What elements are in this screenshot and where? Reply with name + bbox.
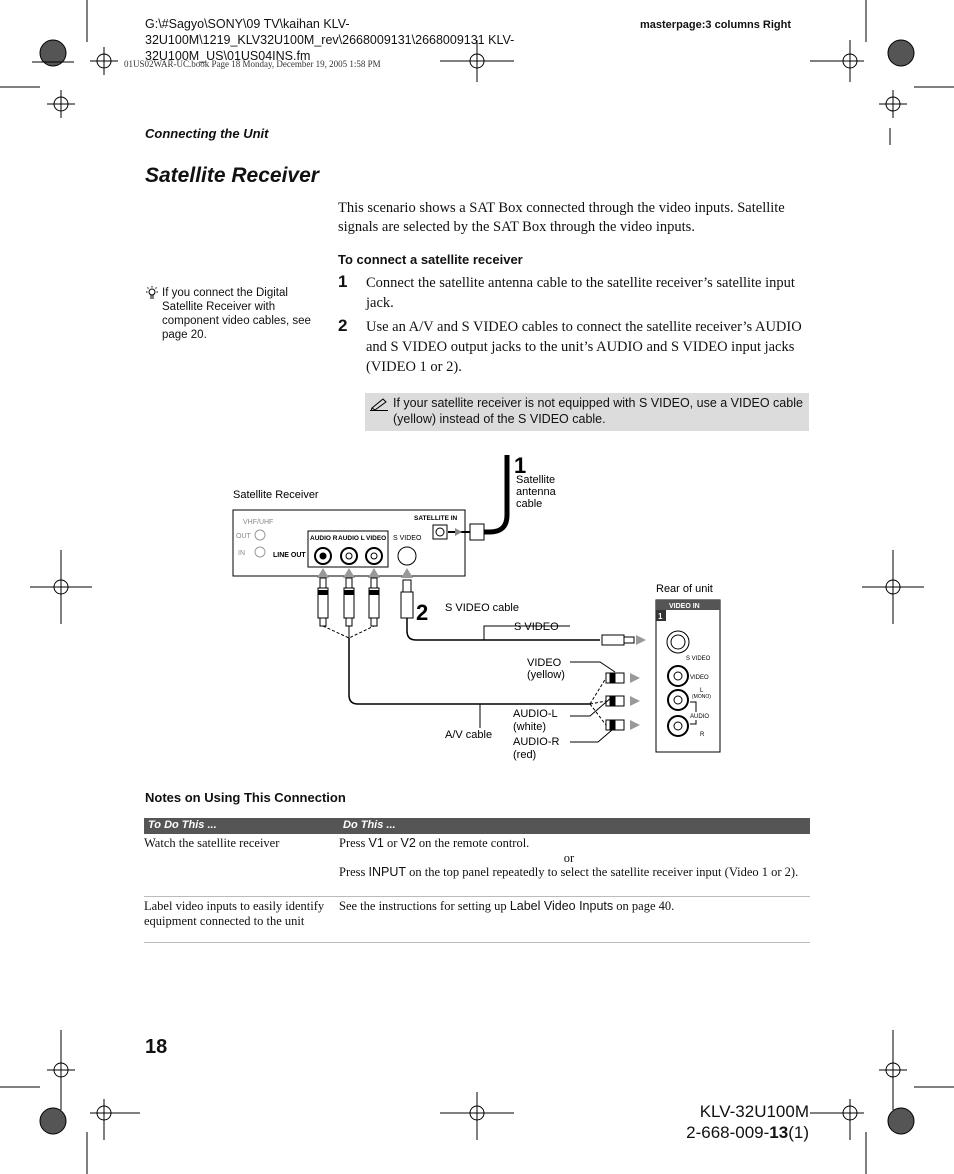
satellite-in-label: SATELLITE IN: [414, 515, 458, 522]
step-number: 2: [338, 316, 348, 335]
row-task: Label video inputs to easily identify equipment connected to the unit: [144, 899, 325, 928]
video-cable-label: VIDEO: [527, 657, 562, 669]
text: on page 40.: [613, 899, 675, 913]
jack-l-label: L: [700, 688, 704, 694]
note-box: [365, 393, 809, 431]
text: See the instructions for setting up: [339, 899, 510, 913]
audio-r-red-label: (red): [513, 749, 537, 761]
table-row: [144, 834, 810, 897]
jack-mono-label: (MONO): [692, 694, 711, 700]
table-header: [144, 818, 810, 834]
video-in-label: VIDEO IN: [669, 603, 700, 610]
video-label: VIDEO: [366, 535, 387, 542]
step-number: 1: [338, 272, 348, 291]
antenna-label-2: antenna: [516, 486, 556, 498]
text: Press: [339, 865, 369, 879]
step-text: Use an A/V and S VIDEO cables to connect the satellite receiver’s AUDIO and S VIDEO output jacks to the unit’s AUDIO and S VIDEO input jacks (VIDEO 1 or 2).: [366, 319, 802, 375]
v1-button-name: V1: [368, 836, 384, 850]
row-action: [339, 899, 809, 914]
svideo-jack-label: S VIDEO: [514, 621, 559, 633]
or-separator: or: [563, 850, 575, 865]
model-name: KLV-32U100M: [699, 1102, 809, 1121]
line-out-label: LINE OUT: [273, 552, 306, 559]
s-video-label: S VIDEO: [393, 535, 422, 542]
text: on the remote control.: [415, 836, 530, 850]
notes-table: [144, 818, 810, 943]
row-task: Watch the satellite receiver: [144, 836, 280, 850]
audio-l-cable-label: AUDIO-L: [513, 708, 558, 720]
v2-button-name: V2: [400, 836, 416, 850]
audio-r-cable-label: AUDIO-R: [513, 736, 560, 748]
text: 13: [769, 1123, 789, 1142]
text: Press: [339, 836, 369, 850]
jack-svideo-label: S VIDEO: [686, 656, 711, 662]
out-label: OUT: [236, 533, 251, 540]
lightbulb-icon: [145, 286, 159, 300]
masterpage-label: masterpage:3 columns Right: [640, 19, 791, 31]
rear-of-unit-label: Rear of unit: [656, 583, 713, 595]
connection-diagram: [0, 440, 954, 780]
col-header-dothis: Do This ...: [343, 819, 396, 831]
audio-l-label: AUDIO L: [338, 535, 365, 542]
step1-callout: 1: [514, 453, 527, 478]
jack-r-label: R: [700, 732, 705, 738]
antenna-label-3: cable: [516, 498, 543, 510]
audio-l-white-label: (white): [513, 721, 547, 733]
model-number: [600, 1101, 809, 1143]
row-action: [339, 836, 809, 880]
table-row: [144, 897, 810, 943]
step2-callout: 2: [416, 600, 429, 625]
av-cable-label: A/V cable: [445, 729, 493, 741]
text: on the top panel repeatedly to select the satellite receiver input (Video 1 or 2).: [406, 865, 799, 879]
menu-item-name: Label Video Inputs: [509, 899, 614, 913]
part-number: [600, 1122, 809, 1143]
receiver-label: Satellite Receiver: [233, 489, 319, 501]
note-text: If your satellite receiver is not equipped with S VIDEO, use a VIDEO cable (yellow) instead of the S VIDEO cable.: [393, 396, 803, 426]
subheading: To connect a satellite receiver: [338, 252, 523, 267]
video-in-number: 1: [658, 612, 663, 621]
antenna-label-1: Satellite: [516, 474, 556, 486]
running-head: Connecting the Unit: [145, 126, 269, 141]
in-label: IN: [238, 550, 245, 557]
section-title: Satellite Receiver: [145, 164, 319, 187]
text: or: [383, 836, 401, 850]
video-yellow-label: (yellow): [527, 669, 565, 681]
print-stamp: 01US02WAR-UC.book Page 18 Monday, December 19, 2005 1:58 PM: [124, 59, 381, 69]
intro-paragraph: This scenario shows a SAT Box connected through the video inputs. Satellite signals are selected by the SAT Box through the video inputs.: [338, 200, 785, 235]
col-header-todo: To Do This ...: [148, 819, 217, 831]
jack-audio-label: AUDIO: [690, 714, 710, 720]
step-text: Connect the satellite antenna cable to the satellite receiver’s satellite input jack.: [366, 275, 795, 311]
text: (1): [788, 1123, 809, 1142]
pencil-note-icon: [369, 397, 389, 411]
file-path-header: G:\#Sagyo\SONY\09 TV\kaihan KLV-32U100M\1219_KLV32U100M_rev\2668009131\2668009131 KLV-32U100M_US\01US04INS.fm: [145, 17, 515, 63]
jack-video-label: VIDEO: [690, 675, 709, 681]
page-number: 18: [145, 1036, 168, 1058]
input-button-name: INPUT: [368, 865, 407, 879]
svideo-cable-label: S VIDEO cable: [445, 602, 519, 614]
audio-r-label: AUDIO R: [310, 535, 338, 542]
vhf-label: VHF/UHF: [243, 519, 274, 526]
tip-text: If you connect the Digital Satellite Receiver with component video cables, see page 20.: [162, 287, 311, 341]
notes-heading: Notes on Using This Connection: [145, 790, 346, 805]
text: 2-668-009-: [686, 1123, 770, 1142]
